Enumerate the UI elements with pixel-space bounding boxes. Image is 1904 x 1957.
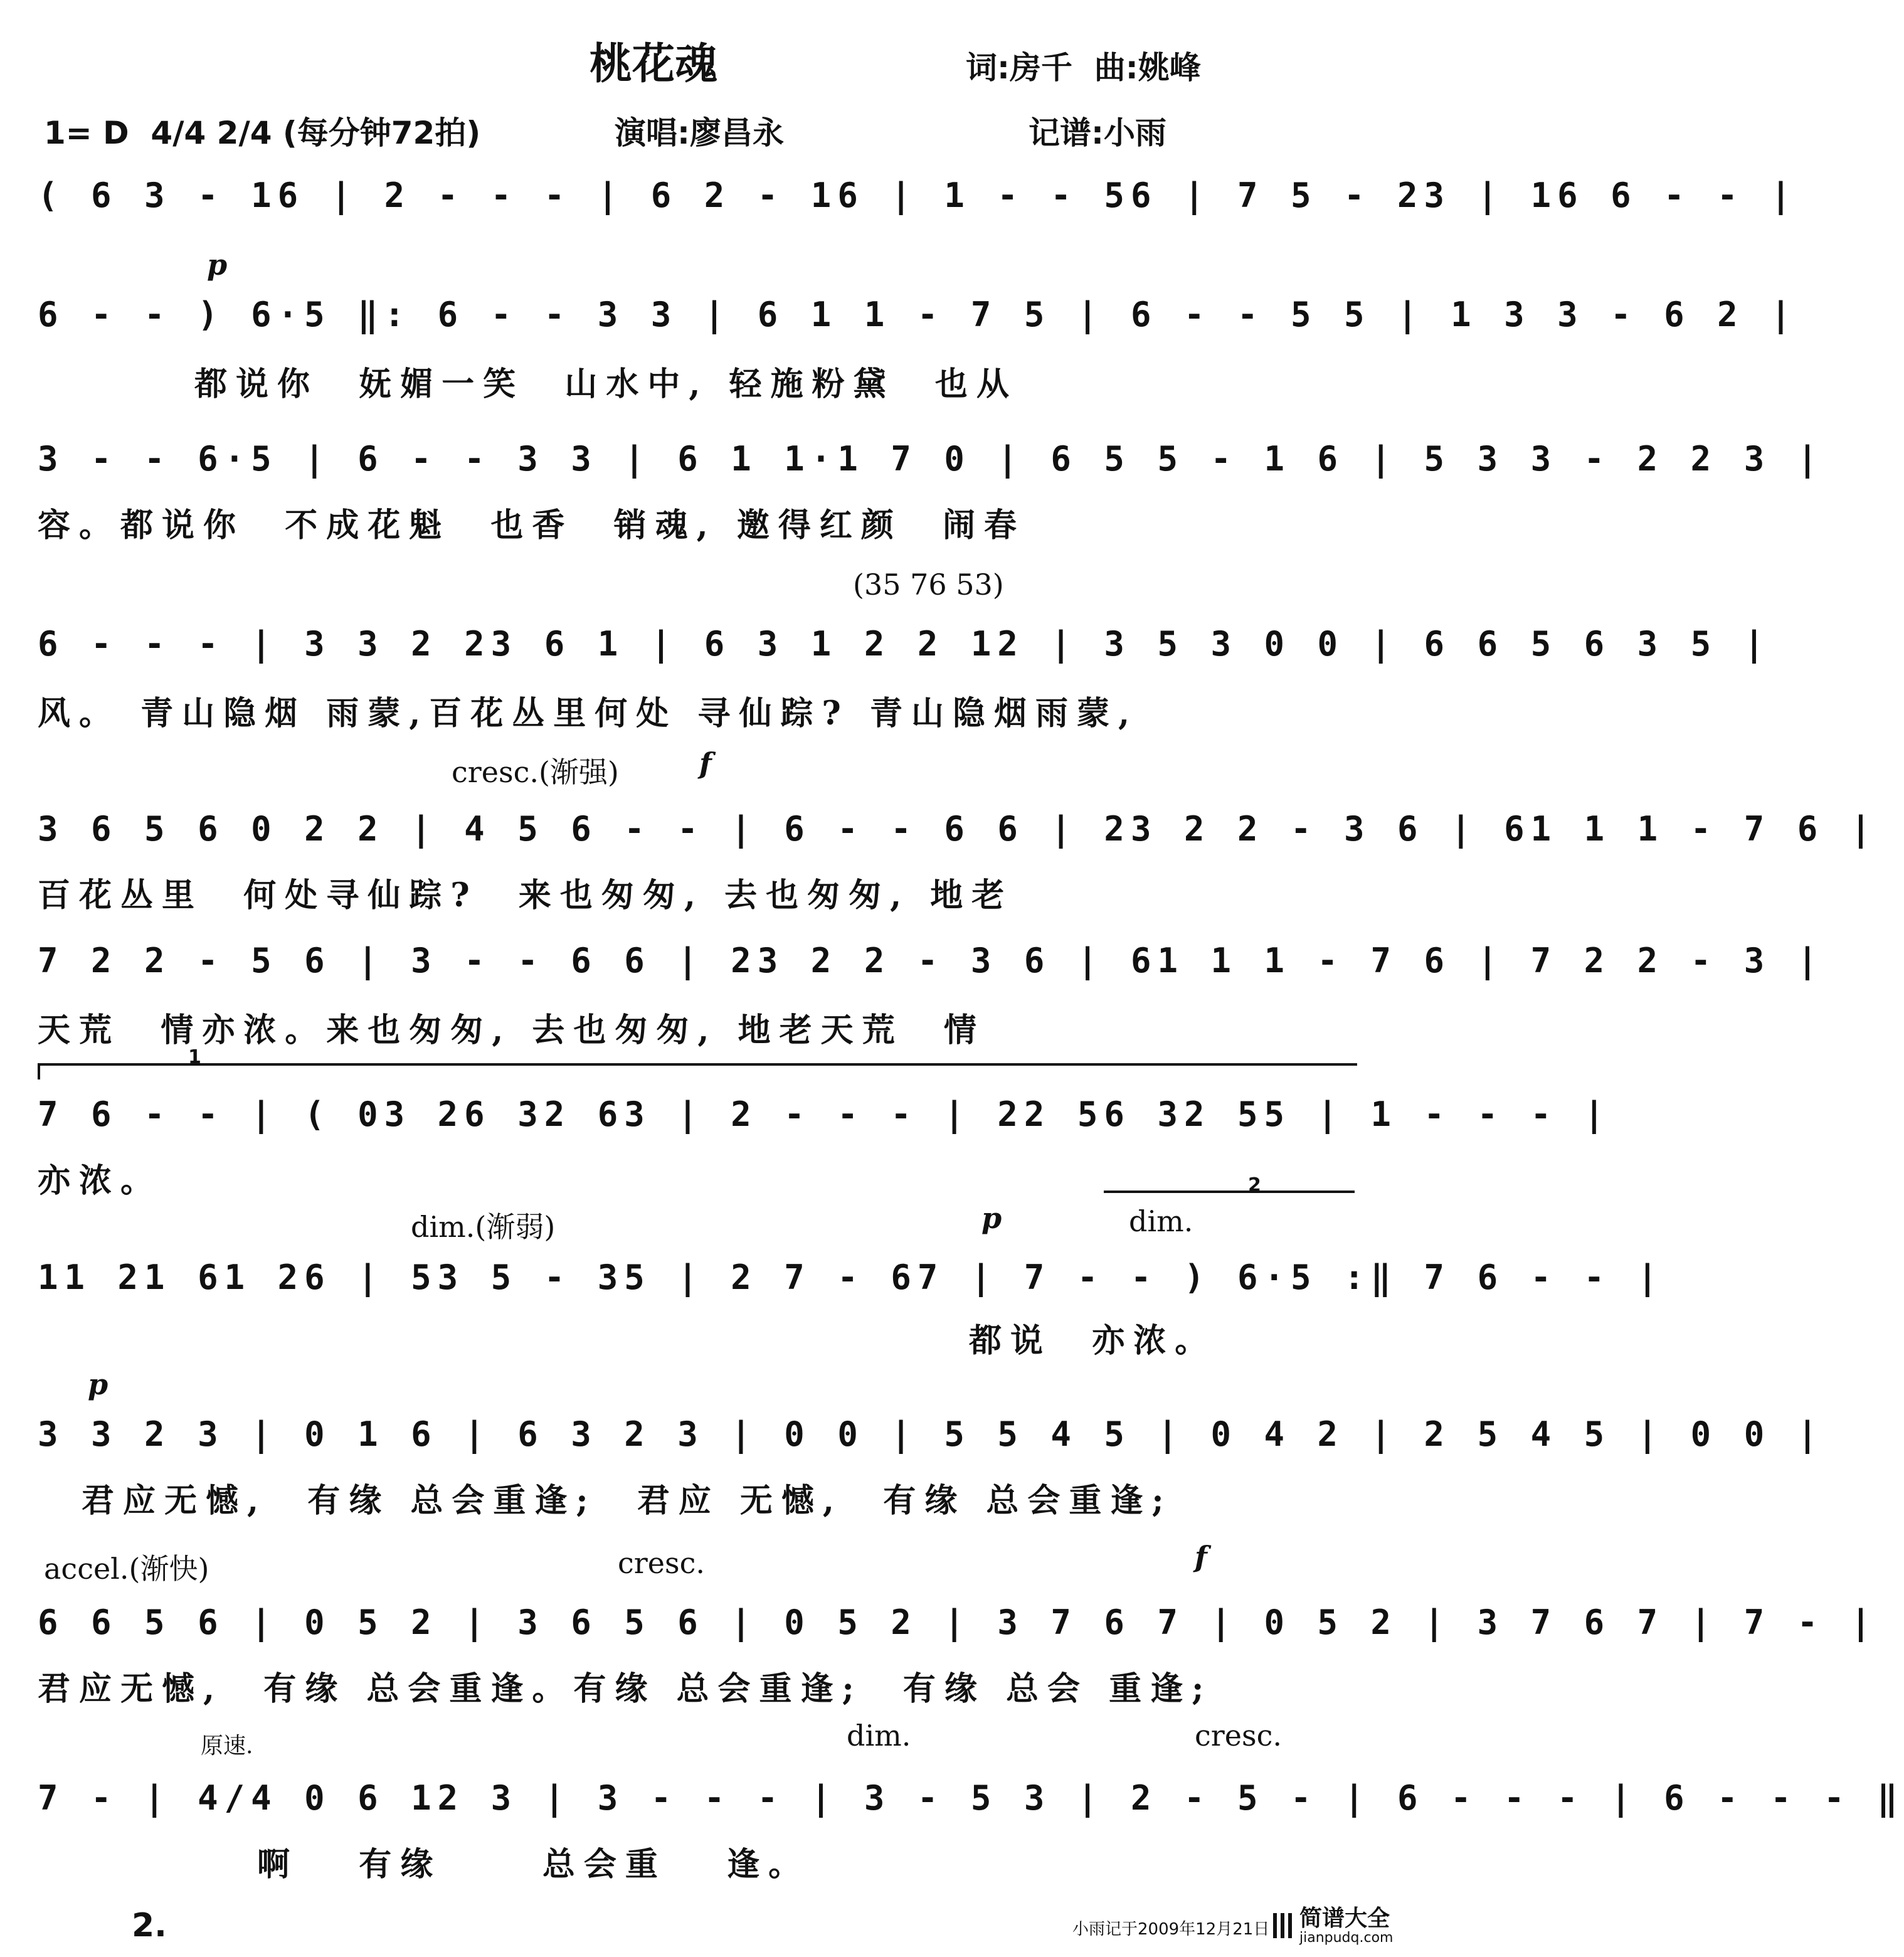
dim-mark-1: dim.(渐弱) — [411, 1210, 556, 1244]
lyrics-row-5: 百花丛里 何处寻仙踪? 来也匆匆, 去也匆匆, 地老 — [38, 876, 1013, 915]
song-title: 桃花魂 — [590, 40, 718, 89]
cresc-mark-1: cresc.(渐强) — [452, 755, 619, 789]
volta-number-1: 1 — [188, 1046, 201, 1068]
notation-row-10: 6 6 5 6 | 0 5 2 | 3 6 5 6 | 0 5 2 | 3 7 6 7 | 0 5 2 | 3 7 6 7 | 7 - | — [38, 1603, 1878, 1642]
singer: 演唱:廖昌永 — [615, 115, 784, 151]
site-logo — [1273, 1907, 1393, 1945]
dim-mark-2: dim. — [1129, 1204, 1193, 1238]
transcriber: 记谱:小雨 — [1029, 115, 1166, 151]
volta-bracket-1 — [38, 1063, 1357, 1079]
tempo-original-mark: 原速. — [201, 1733, 253, 1759]
dynamic-f-1: f — [699, 746, 712, 780]
second-ending-mark: 2. — [132, 1907, 167, 1944]
dynamic-p-2: p — [981, 1201, 1002, 1235]
notation-row-11: 7 - | 4/4 0 6 12 3 | 3 - - - | 3 - 5 3 | 2 - 5 - | 6 - - - | 6 - - - ‖ — [38, 1778, 1904, 1818]
cresc-mark-3: cresc. — [1195, 1719, 1282, 1753]
logo-bars-icon — [1273, 1913, 1292, 1938]
lyrics-row-9: 君应无憾, 有缘 总会重逢; 君应 无憾, 有缘 总会重逢; — [82, 1482, 1173, 1520]
notation-row-8: 11 21 61 26 | 53 5 - 35 | 2 7 - 67 | 7 - - ) 6·5 :‖ 7 6 - - | — [38, 1258, 1664, 1297]
notation-row-1: ( 6 3 - 16 | 2 - - - | 6 2 - 16 | 1 - - 56 | 7 5 - 23 | 16 6 - - | — [38, 176, 1797, 215]
logo-main-text: 简谱大全 — [1299, 1906, 1390, 1931]
lyrics-row-8: 都说 亦浓。 — [969, 1322, 1217, 1360]
lyrics-row-2: 都说你 妩媚一笑 山水中, 轻施粉黛 也从 — [194, 365, 1018, 403]
transcription-date: 小雨记于2009年12月21日 — [1072, 1920, 1270, 1939]
dim-mark-3: dim. — [847, 1719, 911, 1753]
lyrics-row-4: 风。 青山隐烟 雨蒙,百花丛里何处 寻仙踪? 青山隐烟雨蒙, — [38, 694, 1139, 733]
lyrics-row-11: 啊 有缘 总会重 逢。 — [257, 1845, 810, 1884]
volta-number-2: 2 — [1248, 1174, 1261, 1196]
dynamic-p-3: p — [88, 1367, 108, 1401]
dynamic-f-2: f — [1195, 1540, 1207, 1574]
lyrics-row-10: 君应无憾, 有缘 总会重逢。有缘 总会重逢; 有缘 总会 重逢; — [38, 1670, 1213, 1708]
notation-row-2: 6 - - ) 6·5 ‖: 6 - - 3 3 | 6 1 1 - 7 5 | 6 - - 5 5 | 1 3 3 - 6 2 | — [38, 295, 1797, 334]
dynamic-p-1: p — [207, 248, 228, 282]
bracket-annotation: (35 76 53) — [853, 568, 1004, 602]
notation-row-7: 7 6 - - | ( 03 26 32 63 | 2 - - - | 22 56 32 55 | 1 - - - | — [38, 1095, 1611, 1134]
cresc-mark-2: cresc. — [618, 1546, 705, 1580]
lyrics-row-3: 容。都说你 不成花魁 也香 销魂, 邀得红颜 闹春 — [38, 506, 1026, 544]
volta-bracket-2 — [1104, 1191, 1355, 1193]
notation-row-4: 6 - - - | 3 3 2 23 6 1 | 6 3 1 2 2 12 | 3 5 3 0 0 | 6 6 5 6 3 5 | — [38, 624, 1771, 664]
credits: 词:房千 曲:姚峰 — [966, 50, 1201, 86]
accel-mark: accel.(渐快) — [44, 1552, 209, 1586]
key-time-signature: 1= D 4/4 2/4 (每分钟72拍) — [44, 115, 481, 151]
lyrics-row-6: 天荒 情亦浓。来也匆匆, 去也匆匆, 地老天荒 情 — [38, 1011, 985, 1049]
lyrics-row-7: 亦浓。 — [38, 1162, 162, 1200]
notation-row-6: 7 2 2 - 5 6 | 3 - - 6 6 | 23 2 2 - 3 6 | 61 1 1 - 7 6 | 7 2 2 - 3 | — [38, 941, 1824, 980]
notation-row-5: 3 6 5 6 0 2 2 | 4 5 6 - - | 6 - - 6 6 | 23 2 2 - 3 6 | 61 1 1 - 7 6 | — [38, 809, 1878, 849]
notation-row-9: 3 3 2 3 | 0 1 6 | 6 3 2 3 | 0 0 | 5 5 4 5 | 0 4 2 | 2 5 4 5 | 0 0 | — [38, 1414, 1824, 1454]
notation-row-3: 3 - - 6·5 | 6 - - 3 3 | 6 1 1·1 7 0 | 6 5 5 - 1 6 | 5 3 3 - 2 2 3 | — [38, 439, 1824, 479]
logo-sub-text: jianpudq.com — [1299, 1929, 1394, 1946]
